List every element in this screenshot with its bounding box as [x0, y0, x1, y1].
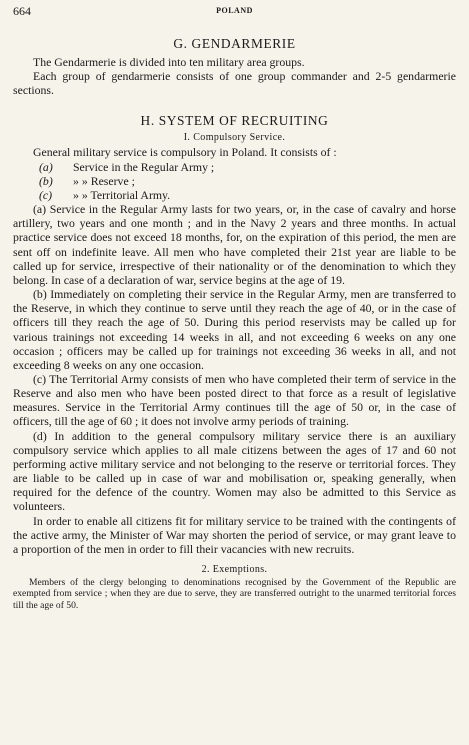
paragraph: Each group of gendarmerie consists of one group commander and 2-5 gendarmerie sections. [13, 69, 456, 98]
list-item [13, 174, 456, 188]
service-list [13, 160, 456, 202]
subsection-heading-exemptions: 2. Exemptions. [201, 564, 268, 575]
list-item-text: » » Reserve ; [73, 173, 135, 188]
list-item-label: (a) [39, 159, 53, 174]
paragraph-exemptions: Members of the clergy belonging to denominations recognised by the Government of the Republic are exempted from service ; when they are due to serve, they are transferred outright to the unarmed territorial forces till the age of 50. [13, 577, 456, 611]
list-item-label: (c) [39, 187, 53, 202]
page-header [13, 4, 456, 20]
paragraph: (b) Immediately on completing their service in the Regular Army, men are transferred to the Reserve, in which they continue to serve until they reach the age of 40, or in the case of officers till they reach the age of 50. During this period reservists may be called up for various trainings not exceeding 14 weeks in all, and not exceeding 6 weeks on any one occasion ; officers may be called up for trainings not exceeding 36 weeks in all, and not exceeding 8 weeks on any one occasion. [13, 287, 456, 372]
list-item [13, 188, 456, 202]
list-item-text: Service in the Regular Army ; [73, 159, 215, 174]
paragraph-intro: General military service is compulsory in Poland. It consists of : [33, 145, 337, 160]
list-item-label: (b) [39, 173, 53, 188]
subsection-heading-compulsory: I. Compulsory Service. [183, 132, 286, 144]
paragraph: (a) Service in the Regular Army lasts for two years, or, in the case of cavalry and horse artillery, two years and one month ; and in the Navy 2 years and three months. In actual practice service does not exceed 18 months, for, on the expiration of this period, the men are sent off on indefinite leave. All men who have completed their 21st year are liable to be called up for service, irrespective of their nationality or of the denomination to which they belong. In case of a declaration of war, service begins at the age of 19. [13, 202, 456, 287]
paragraph: (d) In addition to the general compulsory military service there is an auxiliary compulsory service which applies to all male citizens between the ages of 17 and 60 not performing active military service and not belonging to the reserve or territorial forces. They are liable to be called up in case of war and mobilisation or, speaking generally, when required for the defence of the country. Women may also be admitted to this Service as volunteers. [13, 428, 456, 514]
section-heading-gendarmerie: G. GENDARMERIE [173, 36, 296, 51]
paragraph: In order to enable all citizens fit for military service to be trained with the contingents of the active army, the Minister of War may shorten the period of service, or may grant leave to a proportion of the men in order to fill their vacancies with new recruits. [13, 513, 456, 556]
paragraph: The Gendarmerie is divided into ten military area groups. [33, 55, 305, 69]
list-item [13, 160, 456, 174]
running-title: POLAND [216, 6, 253, 15]
list-item-text: » » Territorial Army. [73, 187, 171, 202]
page-number: 664 [13, 4, 31, 18]
section-heading-recruiting: H. SYSTEM OF RECRUITING [140, 113, 329, 129]
paragraph: (c) The Territorial Army consists of men who have completed their term of service in the Reserve and also men who have been posted direct to that force as a result of legislative measures. Service in the Territorial Army continues till the age of 50 or, in the case of officers, till the age of 60 ; it does not involve army periods of training. [13, 371, 456, 429]
